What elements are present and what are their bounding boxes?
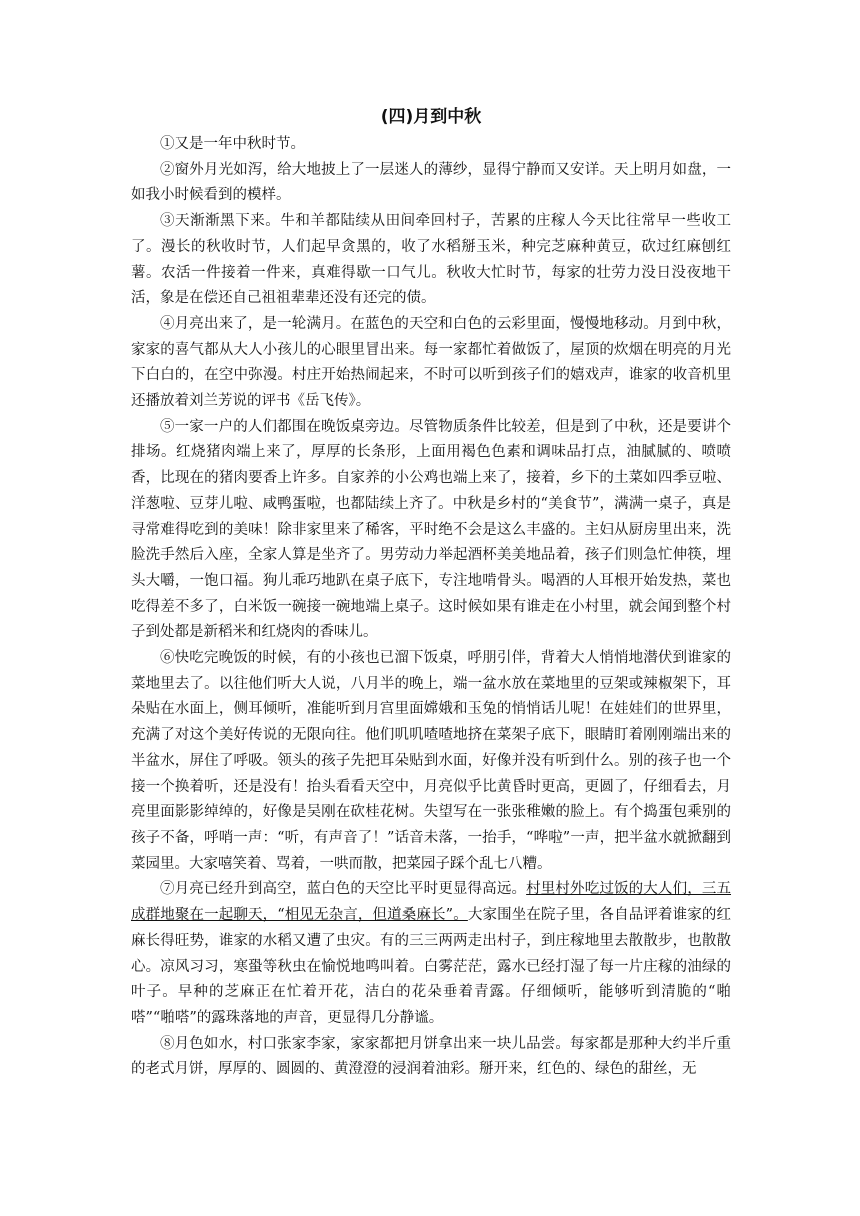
underlined-sentence: 村里村外吃过饭的大人们，三五成群地聚在一起聊天，“相见无杂言，但道桑麻长”。 — [131, 881, 732, 924]
paragraph-3: ③天渐渐黑下来。牛和羊都陆续从田间牵回村子，苦累的庄稼人今天比往常早一些收工了。漫长的秋收时节，人们起早贪黑的，收了水稻掰玉米，种完芝麻种黄豆，砍过红麻刨红薯。农活一件接着一件来，真难得歇一口气儿。秋收大忙时节，每家的壮劳力没日没夜地干活，象是在偿还自己祖祖辈辈还没有还完的债。 — [131, 213, 731, 307]
paragraph-7 — [131, 877, 731, 1031]
paragraph-7-after: 大家围坐在院子里，各自品评着谁家的红麻长得旺势，谁家的水稻又遭了虫灾。有的三三两两走出村子，到庄稼地里去散散步，也散散心。凉风习习，寒蛩等秋虫在愉悦地鸣叫着。白雾茫茫，露水已经打湿了每一片庄稼的油绿的叶子。早种的芝麻正在忙着开花，洁白的花朵垂着青露。仔细倾听，能够听到清脆的“啪嗒”“啪嗒”的露珠落地的声音，更显得几分静谧。 — [131, 907, 732, 1026]
paragraph-2: ②窗外月光如泻，给大地披上了一层迷人的薄纱，显得宁静而又安详。天上明月如盘，一如我小时候看到的模样。 — [131, 161, 731, 204]
paragraph-8: ⑧月色如水，村口张家李家，家家都把月饼拿出来一块儿品尝。每家都是那种大约半斤重的老式月饼，厚厚的、圆圆的、黄澄澄的浸润着油彩。掰开来，红色的、绿色的甜丝，无 — [131, 1035, 731, 1078]
paragraph-4: ④月亮出来了，是一轮满月。在蓝色的天空和白色的云彩里面，慢慢地移动。月到中秋，家家的喜气都从大人小孩儿的心眼里冒出来。每一家都忙着做饭了，屋顶的炊烟在明亮的月光下白白的，在空中弥漫。村庄开始热闹起来，不时可以听到孩子们的嬉戏声，谁家的收音机里还播放着刘兰芳说的评书《岳飞传》。 — [131, 315, 731, 410]
article-title: (四)月到中秋 — [380, 107, 482, 127]
paragraph-7-before: ⑦月亮已经升到高空，蓝白色的天空比平时更显得高远。 — [160, 881, 527, 898]
paragraph-5: ⑤一家一户的人们都围在晚饭桌旁边。尽管物质条件比较差，但是到了中秋，还是要讲个排场。红烧猪肉端上来了，厚厚的长条形，上面用褐色色素和调味品打点，油腻腻的、喷喷香，比现在的猪肉要香上许多。自家养的小公鸡也端上来了，接着，乡下的土菜如四季豆啦、洋葱啦、豆芽儿啦、咸鸭蛋啦，也都陆续上齐了。中秋是乡村的“美食节”，满满一桌子，真是寻常难得吃到的美味！除非家里来了稀客，平时绝不会是这么丰盛的。主妇从厨房里出来，洗脸洗手然后入座，全家人算是坐齐了。男劳动力举起酒杯美美地品着，孩子们则急忙伸筷，埋头大嚼，一饱口福。狗儿乖巧地趴在桌子底下，专注地啃骨头。喝酒的人耳根开始发热，菜也吃得差不多了，白米饭一碗接一碗地端上桌子。这时候如果有谁走在小村里，就会闻到整个村子到处都是新稻米和红烧肉的香味儿。 — [131, 418, 731, 641]
document-page — [131, 104, 731, 1083]
paragraph-1: ①又是一年中秋时节。 — [160, 136, 305, 152]
paragraph-6: ⑥快吃完晚饭的时候，有的小孩也已溜下饭桌，呼朋引伴，背着大人悄悄地潜伏到谁家的菜地里去了。以往他们听大人说，八月半的晚上，端一盆水放在菜地里的豆架或辣椒架下，耳朵贴在水面上，侧耳倾听，准能听到月宫里面嫦娥和玉兔的悄悄话儿呢！在娃娃们的世界里，充满了对这个美好传说的无限向往。他们叽叽喳喳地挤在菜架子底下，眼睛盯着刚刚端出来的半盆水，屏住了呼吸。领头的孩子先把耳朵贴到水面，好像并没有听到什么。别的孩子也一个接一个换着听，还是没有！抬头看看天空中，月亮似乎比黄昏时更高，更圆了，仔细看去，月亮里面影影绰绰的，好像是吴刚在砍桂花树。失望写在一张张稚嫩的脸上。有个捣蛋包乘别的孩子不备，呼哨一声：“听，有声音了！”话音未落，一抬手，“哗啦”一声，把半盆水就掀翻到菜园里。大家嘻笑着、骂着，一哄而散，把菜园子踩个乱七八糟。 — [131, 650, 731, 872]
